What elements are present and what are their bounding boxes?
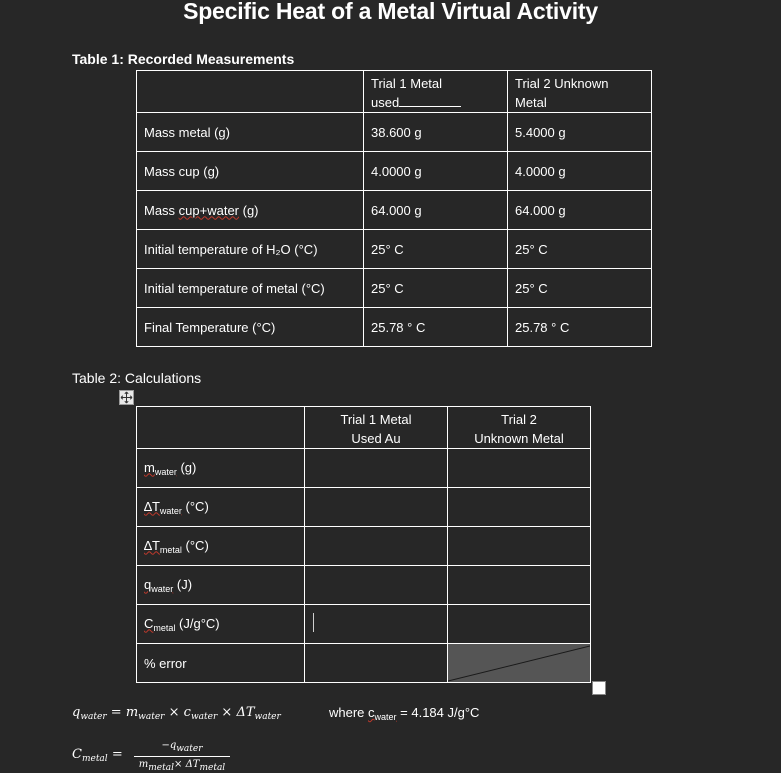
- table-cell[interactable]: [448, 488, 591, 527]
- row-label-text: (g): [239, 202, 259, 218]
- header-text: Metal: [515, 95, 547, 110]
- table-header-cell[interactable]: [305, 407, 448, 449]
- specific-heat-water-note: where $c_{water} = 4.184$ J/g°C: [329, 705, 480, 722]
- row-label: [137, 566, 305, 605]
- table-cell[interactable]: 64.000 g: [364, 191, 508, 230]
- table-cell[interactable]: [305, 488, 448, 527]
- measurements-table: [136, 70, 652, 347]
- table-cell[interactable]: 4.0000 g: [364, 152, 508, 191]
- header-text: Trial 2: [501, 412, 537, 427]
- table-cell[interactable]: [305, 566, 448, 605]
- table-cell[interactable]: 25.78 ° C: [508, 308, 652, 347]
- calculations-table: [136, 406, 591, 683]
- table-row: [137, 488, 591, 527]
- row-label: Mass metal (g): [137, 113, 364, 152]
- table-cell[interactable]: [305, 605, 448, 644]
- table-cell[interactable]: [305, 449, 448, 488]
- row-label-symbol: $m_{water}$: [144, 459, 177, 477]
- row-label-symbol: $q_{water}$: [144, 576, 174, 594]
- table-cell[interactable]: [448, 527, 591, 566]
- table-header-cell[interactable]: [448, 407, 591, 449]
- table-cell[interactable]: [305, 644, 448, 683]
- table-header-row: [137, 71, 652, 113]
- row-label: [137, 527, 305, 566]
- row-label: [137, 449, 305, 488]
- table-header-cell[interactable]: [508, 71, 652, 113]
- move-icon: [120, 391, 133, 404]
- header-text: Trial 2 Unknown: [515, 76, 609, 91]
- table-cell[interactable]: [448, 605, 591, 644]
- row-label-unit: (J/g°C): [175, 615, 220, 631]
- table-row: [137, 308, 652, 347]
- table-cell[interactable]: 25° C: [364, 269, 508, 308]
- table-cell[interactable]: 4.0000 g: [508, 152, 652, 191]
- row-label-unit: (°C): [181, 537, 209, 553]
- metal-equation-lhs: $C_{metal}$ =: [72, 747, 123, 764]
- row-label: Mass cup (g): [137, 152, 364, 191]
- row-label: Initial temperature of metal (°C): [137, 269, 364, 308]
- table2-caption: Table 2: Calculations: [72, 370, 202, 386]
- table-cell[interactable]: [305, 527, 448, 566]
- table-cell[interactable]: 64.000 g: [508, 191, 652, 230]
- row-label: [137, 605, 305, 644]
- header-text: used: [371, 95, 400, 110]
- table-row: [137, 566, 591, 605]
- shaded-cell: [448, 644, 591, 683]
- row-label: [137, 191, 364, 230]
- fraction-numerator: $-q_{water}$: [134, 740, 230, 757]
- header-text: Trial 1 Metal: [371, 76, 443, 91]
- text-cursor: [313, 613, 314, 632]
- diagonal-line: [448, 644, 590, 682]
- table-row: [137, 449, 591, 488]
- table-cell[interactable]: 5.4000 g: [508, 113, 652, 152]
- table-row: [137, 113, 652, 152]
- table-row: [137, 269, 652, 308]
- table-row: [137, 152, 652, 191]
- table-row: [137, 605, 591, 644]
- table-header-row: [137, 407, 591, 449]
- row-label-text: cup+water: [178, 202, 240, 218]
- row-label-unit: (°C): [181, 498, 209, 514]
- table-row: [137, 527, 591, 566]
- header-text: Used Au: [351, 431, 401, 446]
- header-text: Trial 1 Metal: [340, 412, 412, 427]
- row-label: % error: [137, 644, 305, 683]
- fill-in-blank[interactable]: [399, 93, 461, 107]
- table-cell[interactable]: [137, 407, 305, 449]
- table-cell[interactable]: 25.78 ° C: [364, 308, 508, 347]
- row-label: Final Temperature (°C): [137, 308, 364, 347]
- page-title: Specific Heat of a Metal Virtual Activity: [183, 0, 598, 24]
- row-label: [137, 488, 305, 527]
- row-label-unit: (g): [176, 459, 197, 475]
- header-text: Unknown Metal: [474, 431, 564, 446]
- row-label-symbol: $\Delta T_{metal}$: [144, 537, 182, 555]
- table-row: [137, 644, 591, 683]
- table1-caption: Table 1: Recorded Measurements: [72, 51, 295, 67]
- metal-equation-fraction: [134, 740, 230, 773]
- table-cell[interactable]: 38.600 g: [364, 113, 508, 152]
- table-row: [137, 191, 652, 230]
- table-row: [137, 230, 652, 269]
- table-cell[interactable]: [448, 449, 591, 488]
- row-label-text: Mass: [144, 202, 179, 218]
- table-header-cell[interactable]: [364, 71, 508, 113]
- checkbox[interactable]: [592, 681, 606, 695]
- table-move-handle[interactable]: [119, 390, 134, 405]
- fraction-denominator: $m_{metal}\times \Delta T_{metal}$: [138, 759, 226, 773]
- table-cell[interactable]: 25° C: [364, 230, 508, 269]
- row-label-unit: (J): [173, 576, 193, 592]
- table-cell[interactable]: 25° C: [508, 230, 652, 269]
- row-label-symbol: $C_{metal}$: [144, 615, 176, 633]
- row-label: Initial temperature of H₂O (°C): [137, 230, 364, 269]
- heat-equation: $q_{water} = m_{water} \times c_{water} \times \Delta T_{water}$: [72, 705, 281, 722]
- table-cell[interactable]: [448, 566, 591, 605]
- table-cell[interactable]: [137, 71, 364, 113]
- row-label-symbol: $\Delta T_{water}$: [144, 498, 182, 516]
- table-cell[interactable]: 25° C: [508, 269, 652, 308]
